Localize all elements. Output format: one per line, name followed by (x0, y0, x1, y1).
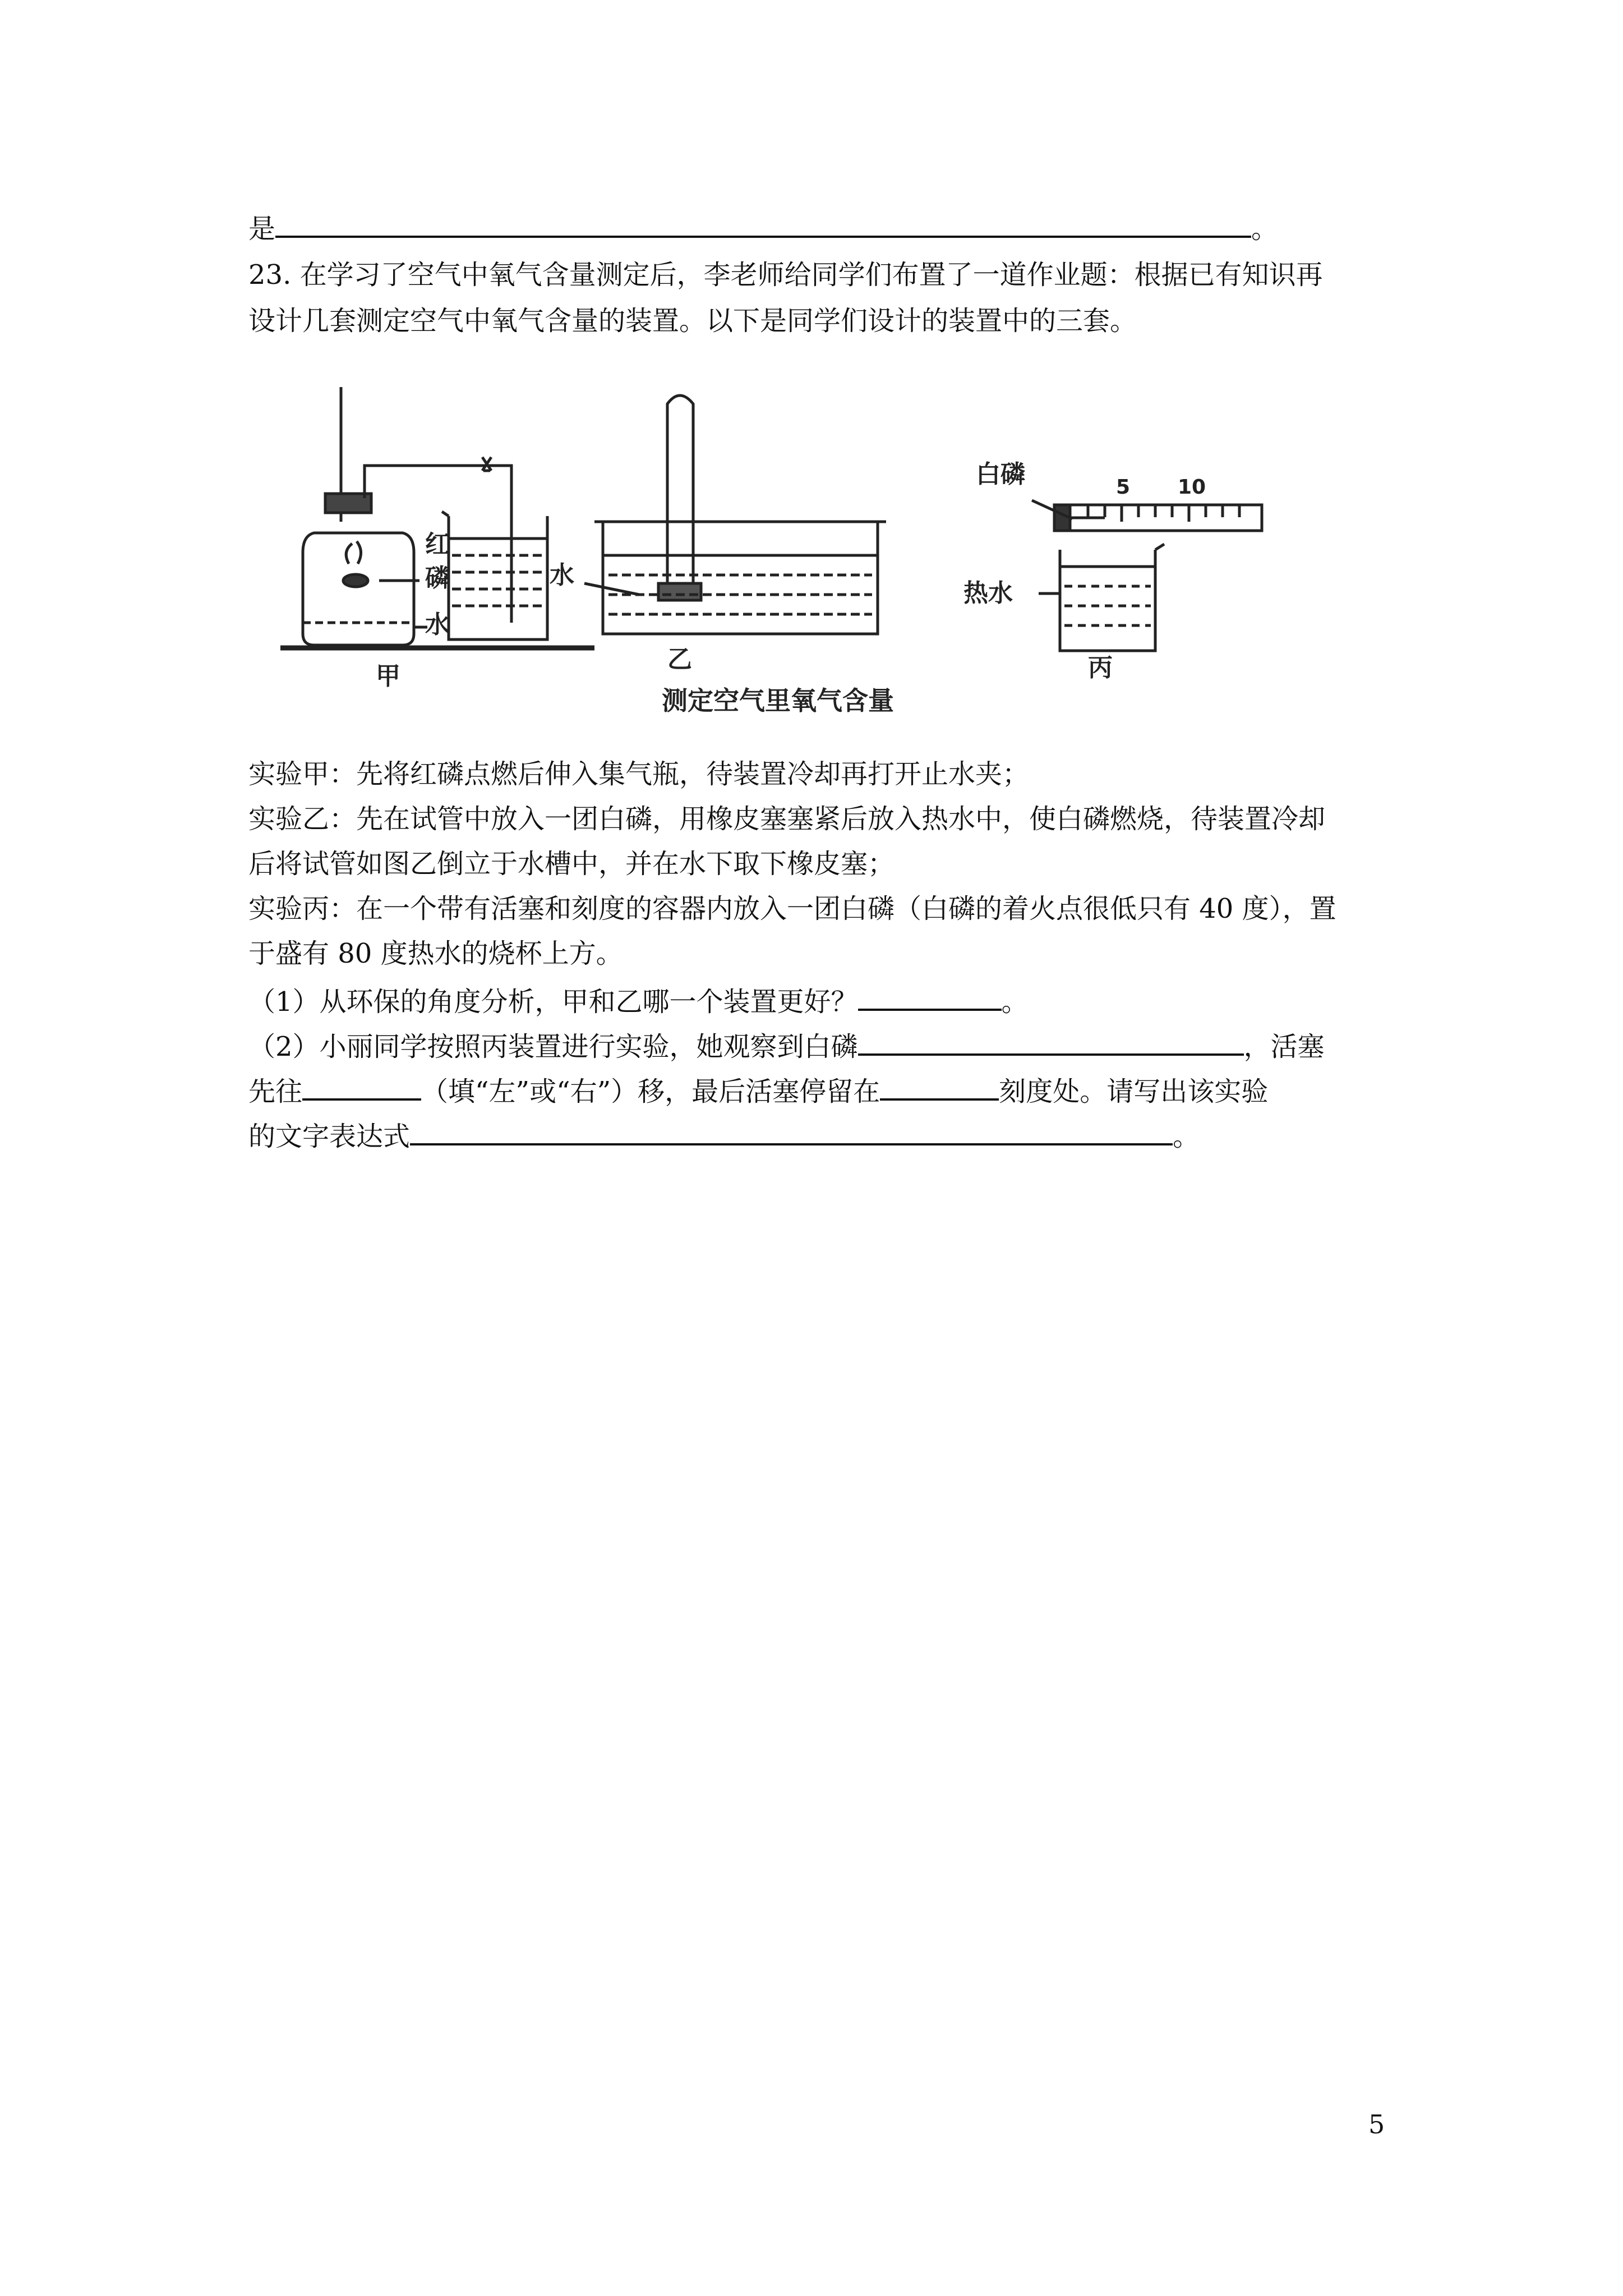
figure-caption: 测定空气里氧气含量 (662, 685, 894, 716)
question-2c-suffix: 。 (1173, 1121, 1200, 1152)
scale-blank[interactable] (880, 1071, 999, 1101)
experiment-bing-text-1: 实验丙：在一个带有活塞和刻度的容器内放入一团白磷（白磷的着火点很低只有 40 度），置 (248, 893, 1336, 924)
experiment-yi-text-2: 后将试管如图乙倒立于水槽中，并在水下取下橡皮塞； (248, 848, 895, 880)
question-2-text: （2）小丽同学按照丙装置进行实验，她观察到白磷 (248, 1031, 858, 1062)
label-yi: 乙 (667, 645, 692, 674)
label-scale-10: 10 (1178, 476, 1206, 499)
apparatus-diagram (280, 359, 1267, 718)
previous-answer-line (248, 209, 1278, 247)
tube-stopper (658, 583, 701, 600)
question-1-suffix: 。 (1001, 986, 1029, 1018)
page-number: 5 (1368, 2109, 1385, 2139)
question-2-line-3 (248, 1116, 1200, 1154)
label-white-phosphorus: 白磷 (976, 460, 1025, 489)
smoke-icon (346, 541, 361, 564)
beaker-bing (1060, 544, 1164, 651)
observation-blank[interactable] (858, 1027, 1244, 1056)
question-23-line-2: 设计几套测定空气中氧气含量的装置。以下是同学们设计的装置中的三套。 (248, 305, 1137, 337)
label-phosphorus: 磷 (425, 564, 450, 592)
label-scale-5: 5 (1116, 476, 1131, 499)
question-1-text: （1）从环保的角度分析，甲和乙哪一个装置更好？ (248, 986, 858, 1018)
experiment-jia-text: 实验甲：先将红磷点燃后伸入集气瓶，待装置冷却再打开止水夹； (248, 758, 1030, 790)
text-prefix: 是 (248, 213, 276, 245)
water-clamp-icon (482, 457, 491, 471)
label-red: 红 (425, 530, 450, 559)
leader-line-water-yi (584, 583, 639, 595)
water-trough (594, 522, 886, 634)
question-2b-suffix: 刻度处。请写出该实验 (999, 1076, 1269, 1107)
question-2c-text: 的文字表达式 (248, 1121, 411, 1152)
gas-jar (303, 533, 414, 645)
label-jia: 甲 (376, 662, 400, 691)
answer-blank[interactable] (275, 209, 1251, 238)
label-bing: 丙 (1088, 654, 1113, 682)
experiment-figure (280, 359, 1267, 718)
question-2-line-2 (248, 1071, 1268, 1110)
direction-blank[interactable] (302, 1071, 421, 1101)
beaker-jia (442, 512, 547, 639)
test-tube (667, 395, 693, 595)
text-suffix: 。 (1251, 213, 1279, 245)
label-hot-water: 热水 (963, 579, 1013, 608)
question-2b-text: 先往 (248, 1076, 303, 1107)
question-2b-mid: （填“左”或“右”）移，最后活塞停留在 (421, 1076, 880, 1107)
question-23-line-1: 23. 在学习了空气中氧气含量测定后，李老师给同学们布置了一道作业题：根据已有知识再 (248, 259, 1323, 291)
question-1-blank[interactable] (858, 982, 1002, 1011)
scale-ticks (1088, 506, 1239, 522)
question-2-line-1 (248, 1027, 1325, 1065)
question-2-suffix: ，活塞 (1243, 1031, 1325, 1062)
label-water-jia: 水 (425, 610, 450, 639)
red-phosphorus-spoon (343, 574, 368, 587)
label-water-yi: 水 (550, 561, 574, 590)
expression-blank[interactable] (410, 1116, 1173, 1145)
question-1 (248, 982, 1029, 1020)
experiment-bing-text-2: 于盛有 80 度热水的烧杯上方。 (248, 938, 623, 969)
experiment-yi-text-1: 实验乙：先在试管中放入一团白磷，用橡皮塞塞紧后放入热水中，使白磷燃烧，待装置冷却 (248, 803, 1326, 835)
